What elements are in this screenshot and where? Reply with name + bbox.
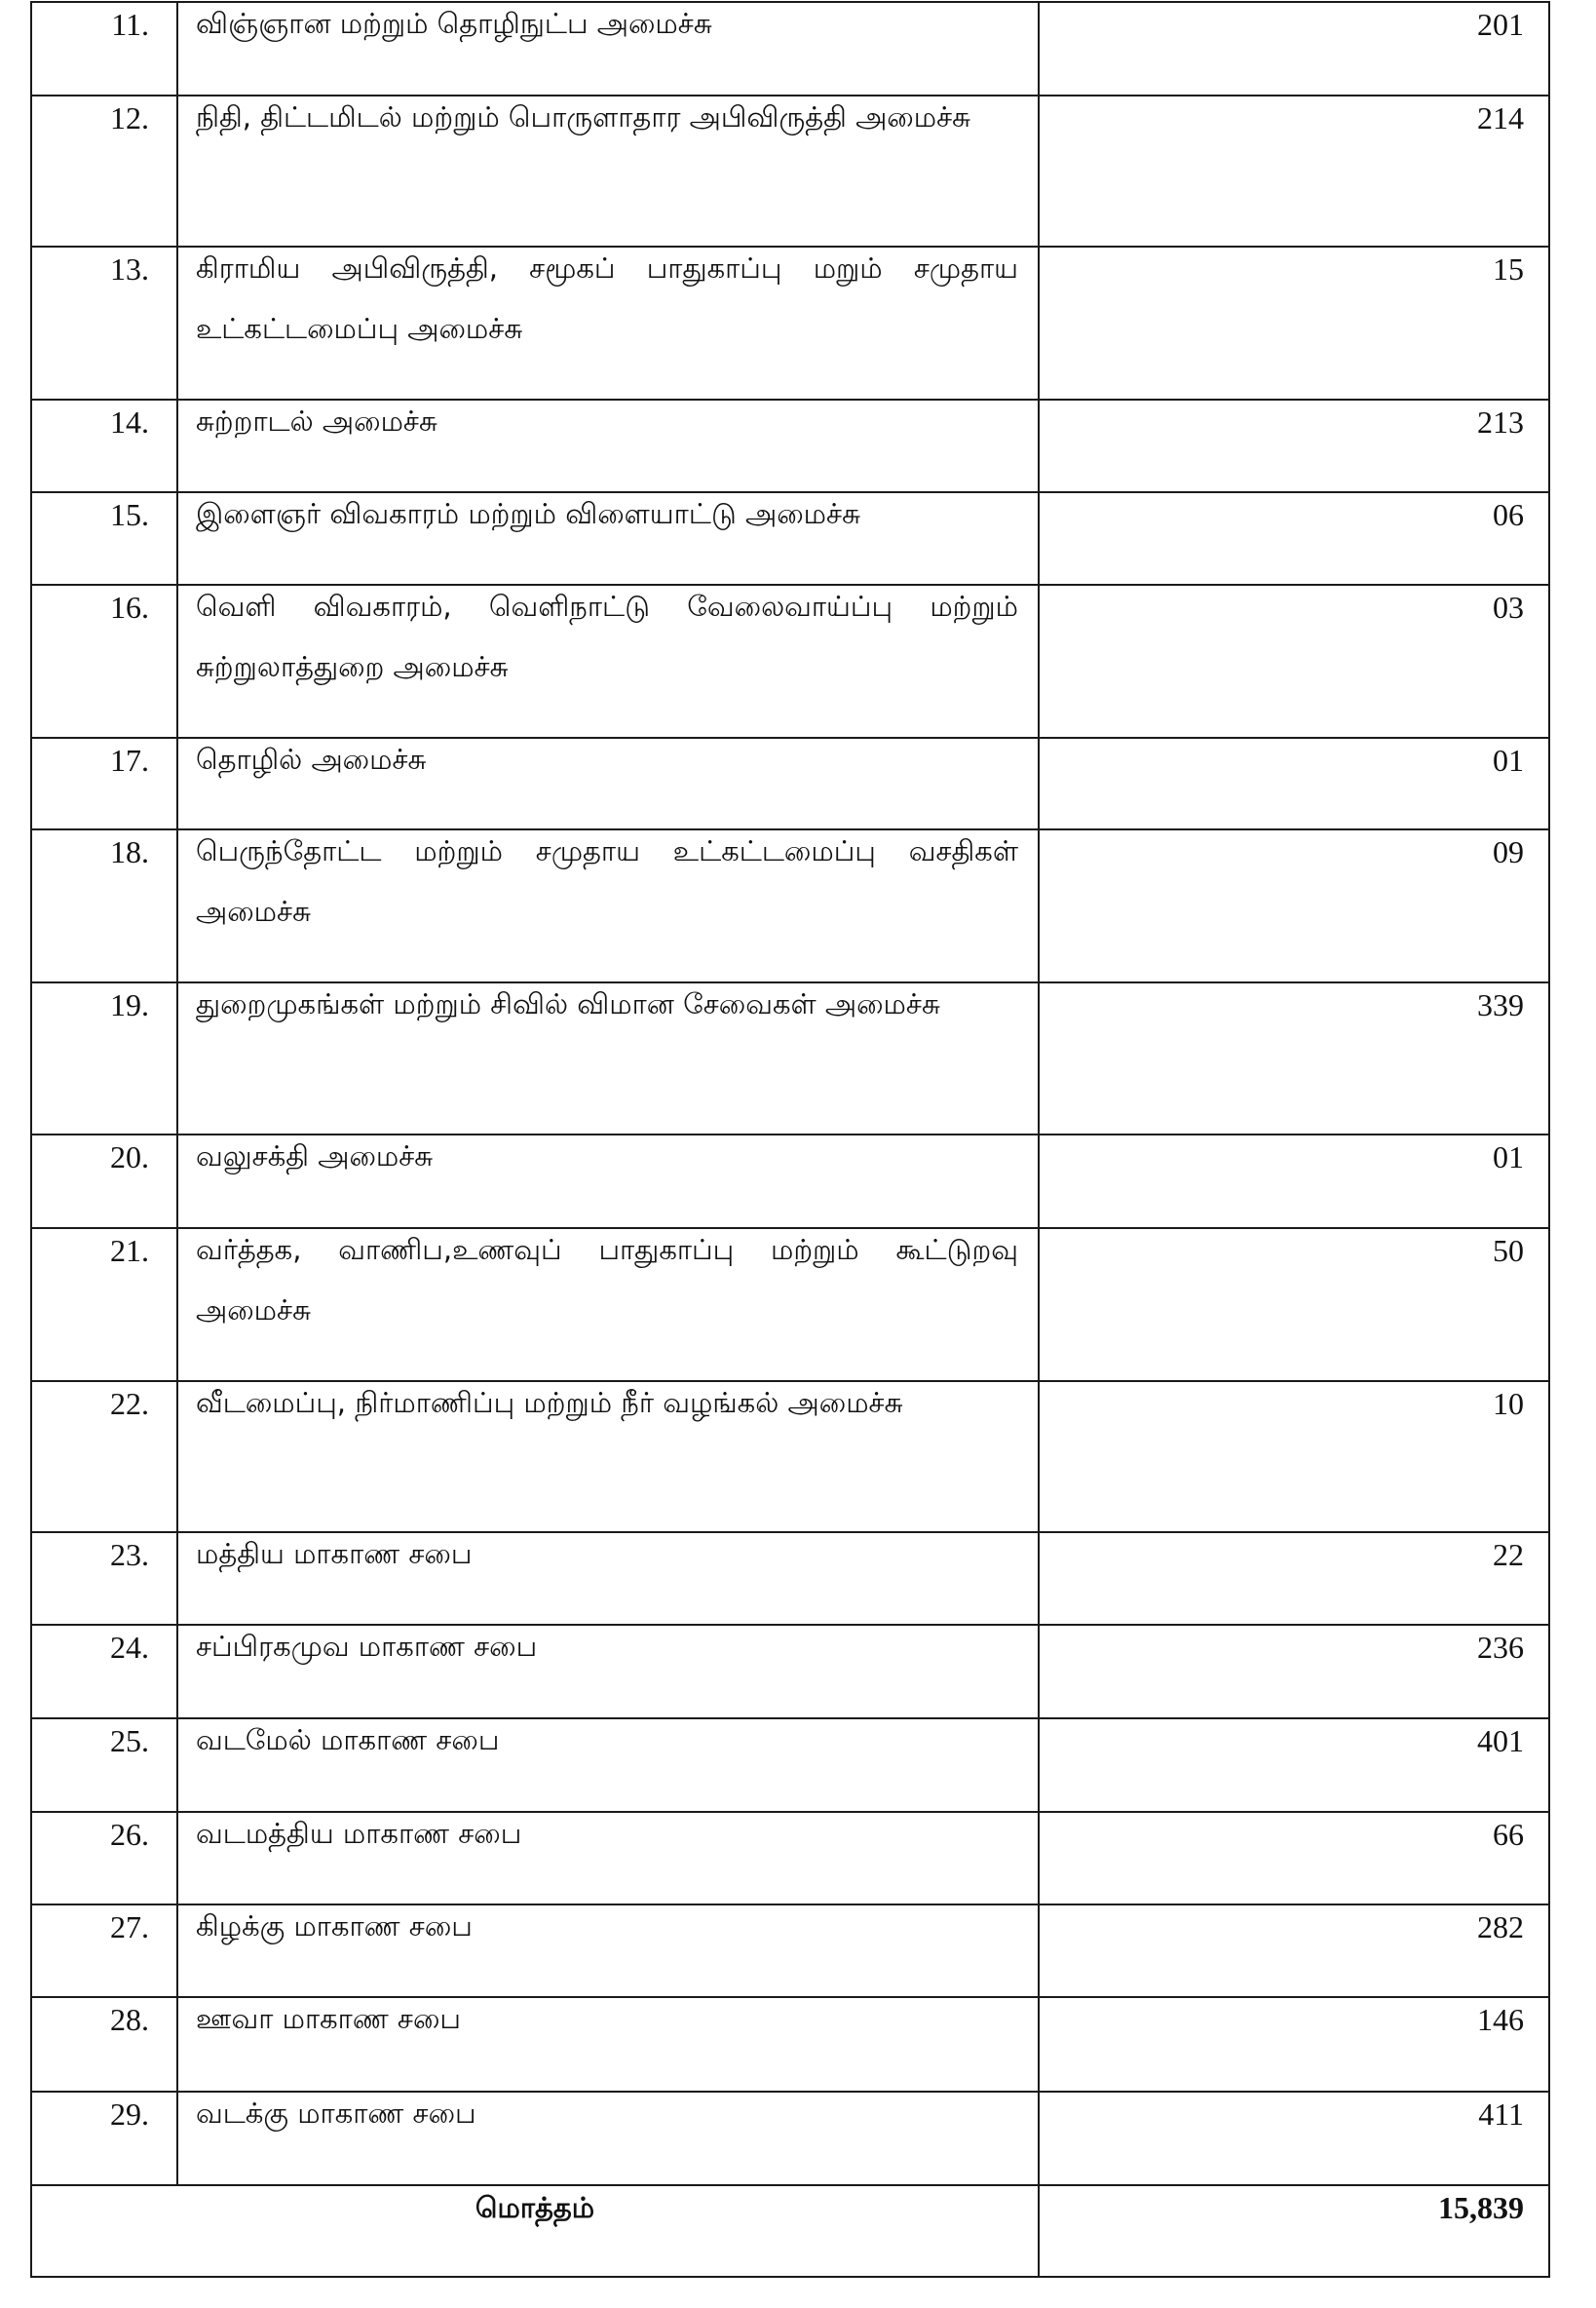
row-number: 22. xyxy=(31,1381,177,1532)
ministry-name-text: துறைமுகங்கள் மற்றும் சிவில் விமான சேவைகள் அமைச்சு xyxy=(196,987,940,1020)
count-value: 282 xyxy=(1039,1904,1549,1997)
table-row xyxy=(31,400,1549,492)
row-number: 27. xyxy=(31,1904,177,1997)
ministry-name-text: வலுசக்தி அமைச்சு xyxy=(196,1139,434,1173)
ministry-name xyxy=(177,400,1039,492)
table-row xyxy=(31,2,1549,96)
count-value: 09 xyxy=(1039,829,1549,982)
table-row xyxy=(31,247,1549,400)
ministry-name xyxy=(177,1625,1039,1718)
count-value: 401 xyxy=(1039,1718,1549,1812)
table-row xyxy=(31,1228,1549,1381)
row-number: 28. xyxy=(31,1997,177,2092)
row-number: 24. xyxy=(31,1625,177,1718)
ministry-name-text: சப்பிரகமுவ மாகாண சபை xyxy=(196,1630,538,1663)
row-number: 11. xyxy=(31,2,177,96)
table-row xyxy=(31,585,1549,738)
row-number: 26. xyxy=(31,1812,177,1904)
ministry-name xyxy=(177,96,1039,247)
row-number: 23. xyxy=(31,1532,177,1625)
total-label: மொத்தம் xyxy=(31,2185,1039,2277)
ministry-name xyxy=(177,1718,1039,1812)
ministry-name xyxy=(177,1997,1039,2092)
ministry-name-text: வர்த்தக, வாணிப,உணவுப் பாதுகாப்பு மற்றும் கூட்டுறவு அமைச்சு xyxy=(196,1233,1018,1327)
row-number: 15. xyxy=(31,492,177,585)
ministry-name xyxy=(177,247,1039,400)
ministry-name xyxy=(177,1135,1039,1228)
table-row xyxy=(31,1532,1549,1625)
ministry-name xyxy=(177,1228,1039,1381)
table-row xyxy=(31,492,1549,585)
row-number: 25. xyxy=(31,1718,177,1812)
row-number: 20. xyxy=(31,1135,177,1228)
table-row xyxy=(31,1135,1549,1228)
row-number: 18. xyxy=(31,829,177,982)
ministry-name-text: வெளி விவகாரம், வெளிநாட்டு வேலைவாய்ப்பு மற்றும் சுற்றுலாத்துறை அமைச்சு xyxy=(196,590,1018,683)
ministry-name-text: வீடமைப்பு, நிர்மாணிப்பு மற்றும் நீர் வழங்கல் அமைச்சு xyxy=(196,1386,903,1419)
ministry-name xyxy=(177,2,1039,96)
table-row xyxy=(31,1812,1549,1904)
ministry-name-text: விஞ்ஞான மற்றும் தொழிநுட்ப அமைச்சு xyxy=(196,7,712,40)
count-value: 15 xyxy=(1039,247,1549,400)
table-row xyxy=(31,829,1549,982)
table-row xyxy=(31,1997,1549,2092)
row-number: 17. xyxy=(31,738,177,829)
count-value: 01 xyxy=(1039,738,1549,829)
row-number: 14. xyxy=(31,400,177,492)
ministry-name-text: தொழில் அமைச்சு xyxy=(196,743,427,776)
ministry-name-text: சுற்றாடல் அமைச்சு xyxy=(196,404,437,438)
ministry-name-text: நிதி, திட்டமிடல் மற்றும் பொருளாதார அபிவிருத்தி அமைச்சு xyxy=(196,100,971,134)
table-row xyxy=(31,2092,1549,2185)
table-row xyxy=(31,1904,1549,1997)
ministry-name xyxy=(177,585,1039,738)
ministry-name-text: வடக்கு மாகாண சபை xyxy=(196,2096,476,2130)
count-value: 06 xyxy=(1039,492,1549,585)
row-number: 21. xyxy=(31,1228,177,1381)
count-value: 10 xyxy=(1039,1381,1549,1532)
ministry-name xyxy=(177,1381,1039,1532)
row-number: 19. xyxy=(31,982,177,1135)
count-value: 201 xyxy=(1039,2,1549,96)
ministry-name xyxy=(177,2092,1039,2185)
count-value: 214 xyxy=(1039,96,1549,247)
ministry-name xyxy=(177,1812,1039,1904)
ministry-name xyxy=(177,1532,1039,1625)
ministry-name-text: கிழக்கு மாகாண சபை xyxy=(196,1909,473,1943)
row-number: 13. xyxy=(31,247,177,400)
table-row xyxy=(31,96,1549,247)
ministry-name xyxy=(177,1904,1039,1997)
ministry-name xyxy=(177,738,1039,829)
total-row xyxy=(31,2185,1549,2277)
count-value: 50 xyxy=(1039,1228,1549,1381)
count-value: 236 xyxy=(1039,1625,1549,1718)
ministry-name-text: இளைஞர் விவகாரம் மற்றும் விளையாட்டு அமைச்சு xyxy=(196,497,860,530)
count-value: 01 xyxy=(1039,1135,1549,1228)
ministry-name-text: கிராமிய அபிவிருத்தி, சமூகப் பாதுகாப்பு மறும் சமுதாய உட்கட்டமைப்பு அமைச்சு xyxy=(196,251,1018,345)
ministry-name-text: பெருந்தோட்ட மற்றும் சமுதாய உட்கட்டமைப்பு வசதிகள் அமைச்சு xyxy=(196,834,1018,928)
count-value: 22 xyxy=(1039,1532,1549,1625)
ministry-name-text: ஊவா மாகாண சபை xyxy=(196,2002,462,2035)
ministry-name-text: வடமத்திய மாகாண சபை xyxy=(196,1817,522,1850)
row-number: 16. xyxy=(31,585,177,738)
ministry-name xyxy=(177,492,1039,585)
row-number: 29. xyxy=(31,2092,177,2185)
row-number: 12. xyxy=(31,96,177,247)
table-row xyxy=(31,1718,1549,1812)
ministry-name-text: வடமேல் மாகாண சபை xyxy=(196,1723,500,1756)
ministry-name-text: மத்திய மாகாண சபை xyxy=(196,1537,473,1570)
count-value: 03 xyxy=(1039,585,1549,738)
count-value: 66 xyxy=(1039,1812,1549,1904)
total-value: 15,839 xyxy=(1039,2185,1549,2277)
table-row xyxy=(31,982,1549,1135)
ministry-name xyxy=(177,829,1039,982)
ministry-count-table xyxy=(30,1,1550,2278)
table-row xyxy=(31,738,1549,829)
ministry-name xyxy=(177,982,1039,1135)
count-value: 339 xyxy=(1039,982,1549,1135)
table-row xyxy=(31,1625,1549,1718)
count-value: 411 xyxy=(1039,2092,1549,2185)
count-value: 146 xyxy=(1039,1997,1549,2092)
count-value: 213 xyxy=(1039,400,1549,492)
table-row xyxy=(31,1381,1549,1532)
